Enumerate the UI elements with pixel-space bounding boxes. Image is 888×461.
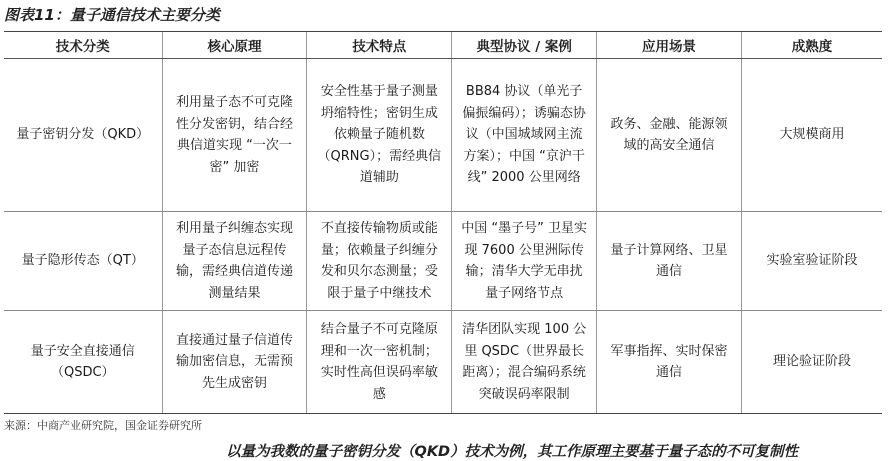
cell-application: 量子计算网络、卫星通信 bbox=[597, 212, 742, 311]
cell-tech-category: 量子隐形传态（QT） bbox=[4, 212, 162, 311]
header-maturity: 成熟度 bbox=[741, 32, 882, 59]
body-text-fragment: 以量为我数的量子密钥分发（QKD）技术为例，其工作原理主要基于量子态的不可复制性 bbox=[226, 444, 799, 460]
header-tech-features: 技术特点 bbox=[307, 32, 452, 59]
header-core-principle: 核心原理 bbox=[162, 32, 307, 59]
header-protocols-cases: 典型协议 / 案例 bbox=[452, 32, 597, 59]
table-header-row bbox=[4, 32, 882, 59]
figure-title: 图表11：量子通信技术主要分类 bbox=[4, 6, 220, 24]
cell-tech-category: 量子密钥分发（QKD） bbox=[4, 59, 162, 212]
header-application: 应用场景 bbox=[597, 32, 742, 59]
cell-tech-features: 结合量子不可克隆原理和一次一密机制；实时性高但误码率敏感 bbox=[307, 311, 452, 414]
cell-protocols-cases: 清华团队实现 100 公里 QSDC（世界最长距离）；混合编码系统突破误码率限制 bbox=[452, 311, 597, 414]
cell-tech-features: 不直接传输物质或能量；依赖量子纠缠分发和贝尔态测量；受限于量子中继技术 bbox=[307, 212, 452, 311]
table-row bbox=[4, 59, 882, 212]
header-tech-category: 技术分类 bbox=[4, 32, 162, 59]
cell-core-principle: 利用量子态不可克隆性分发密钥，结合经典信道实现 “一次一密” 加密 bbox=[162, 59, 307, 212]
cell-protocols-cases: BB84 协议（单光子偏振编码）；诱骗态协议（中国城域网主流方案）；中国 “京沪干线” 2000 公里网络 bbox=[452, 59, 597, 212]
table-row bbox=[4, 212, 882, 311]
cell-protocols-cases: 中国 “墨子号” 卫星实现 7600 公里洲际传输；清华大学无串扰量子网络节点 bbox=[452, 212, 597, 311]
cell-maturity: 大规模商用 bbox=[741, 59, 882, 212]
cell-core-principle: 直接通过量子信道传输加密信息，无需预先生成密钥 bbox=[162, 311, 307, 414]
cell-application: 军事指挥、实时保密通信 bbox=[597, 311, 742, 414]
table-row bbox=[4, 311, 882, 414]
cell-application: 政务、金融、能源领域的高安全通信 bbox=[597, 59, 742, 212]
cell-core-principle: 利用量子纠缠态实现量子态信息远程传输，需经典信道传递测量结果 bbox=[162, 212, 307, 311]
classification-table bbox=[4, 31, 882, 414]
cell-maturity: 实验室验证阶段 bbox=[741, 212, 882, 311]
cell-tech-category: 量子安全直接通信（QSDC） bbox=[4, 311, 162, 414]
source-note: 来源：中商产业研究院，国金证券研究所 bbox=[4, 419, 202, 432]
cell-maturity: 理论验证阶段 bbox=[741, 311, 882, 414]
cell-tech-features: 安全性基于量子测量坍缩特性；密钥生成依赖量子随机数（QRNG）；需经典信道辅助 bbox=[307, 59, 452, 212]
